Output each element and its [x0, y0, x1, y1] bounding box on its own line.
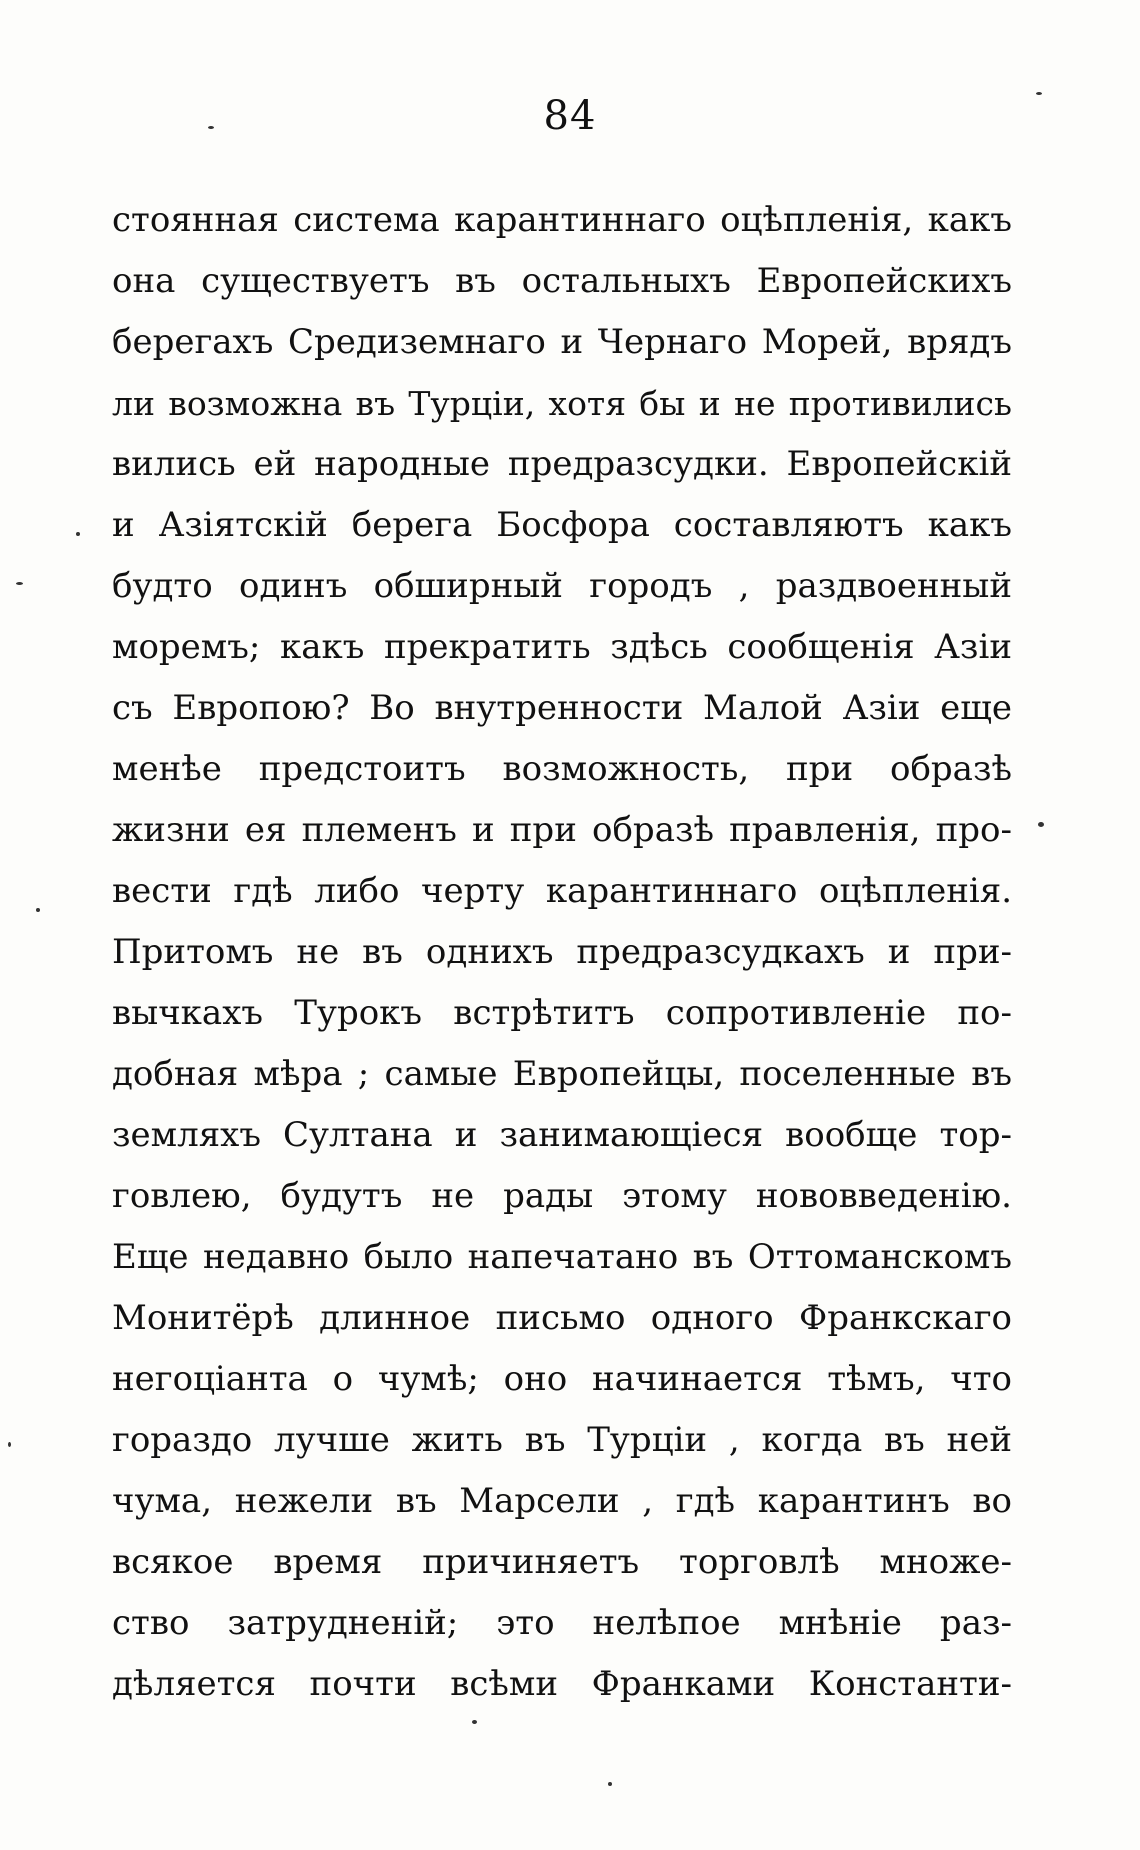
- scan-speck: [608, 1782, 612, 1786]
- text-line: дѣляется почти всѣми Франками Константи-: [112, 1664, 1012, 1704]
- scan-speck: [1038, 822, 1044, 827]
- text-line: негоціанта о чумѣ; оно начинается тѣмъ, что: [112, 1359, 1012, 1399]
- text-line: Монитёрѣ длинное письмо одного Франкскаго: [112, 1298, 1012, 1338]
- text-line: берегахъ Средиземнаго и Чернаго Морей, врядъ: [112, 322, 1012, 362]
- page-number: 84: [543, 93, 597, 139]
- text-line: будто одинъ обширный городъ , раздвоенный: [112, 566, 1012, 606]
- text-line: говлею, будутъ не рады этому нововведенію.: [112, 1176, 1012, 1216]
- text-line: ли возможна въ Турціи, хотя бы и не противились: [112, 384, 1012, 423]
- text-line: съ Европою? Во внутренности Малой Азіи еще: [112, 688, 1012, 728]
- text-line: моремъ; какъ прекратить здѣсь сообщенія Азіи: [112, 627, 1012, 667]
- text-line: стоянная система карантиннаго оцѣпленія, какъ: [112, 200, 1012, 240]
- text-line: вести гдѣ либо черту карантиннаго оцѣпленія.: [112, 871, 1012, 911]
- text-line: жизни ея племенъ и при образѣ правленія, про-: [112, 810, 1012, 850]
- text-line: Притомъ не въ однихъ предразсудкахъ и при-: [112, 932, 1012, 972]
- scan-speck: [472, 1720, 477, 1724]
- text-line: добная мѣра ; самые Европейцы, поселенные въ: [112, 1054, 1012, 1094]
- text-line: всякое время причиняетъ торговлѣ множе-: [112, 1542, 1012, 1582]
- text-line: чума, нежели въ Марсели , гдѣ карантинъ во: [112, 1481, 1012, 1521]
- scan-speck: [208, 126, 214, 129]
- scan-speck: [16, 582, 23, 585]
- scan-speck: [36, 908, 40, 912]
- scan-speck: [76, 532, 80, 536]
- body-text: [112, 190, 1012, 1715]
- text-line: земляхъ Султана и занимающіеся вообще тор-: [112, 1115, 1012, 1155]
- scan-speck: [8, 1442, 11, 1447]
- text-line: вились ей народные предразсудки. Европейскій: [112, 444, 1012, 484]
- text-line: Еще недавно было напечатано въ Оттоманскомъ: [112, 1237, 1012, 1277]
- text-line: и Азіятскій берега Босфора составляютъ какъ: [112, 505, 1012, 545]
- text-line: менѣе предстоитъ возможность, при образѣ: [112, 749, 1012, 789]
- text-line: гораздо лучше жить въ Турціи , когда въ ней: [112, 1420, 1012, 1460]
- scan-speck: [1036, 92, 1042, 95]
- text-line: вычкахъ Турокъ встрѣтитъ сопротивленіе по-: [112, 993, 1012, 1033]
- text-line: она существуетъ въ остальныхъ Европейскихъ: [112, 261, 1012, 301]
- text-line: ство затрудненій; это нелѣпое мнѣніе раз-: [112, 1603, 1012, 1643]
